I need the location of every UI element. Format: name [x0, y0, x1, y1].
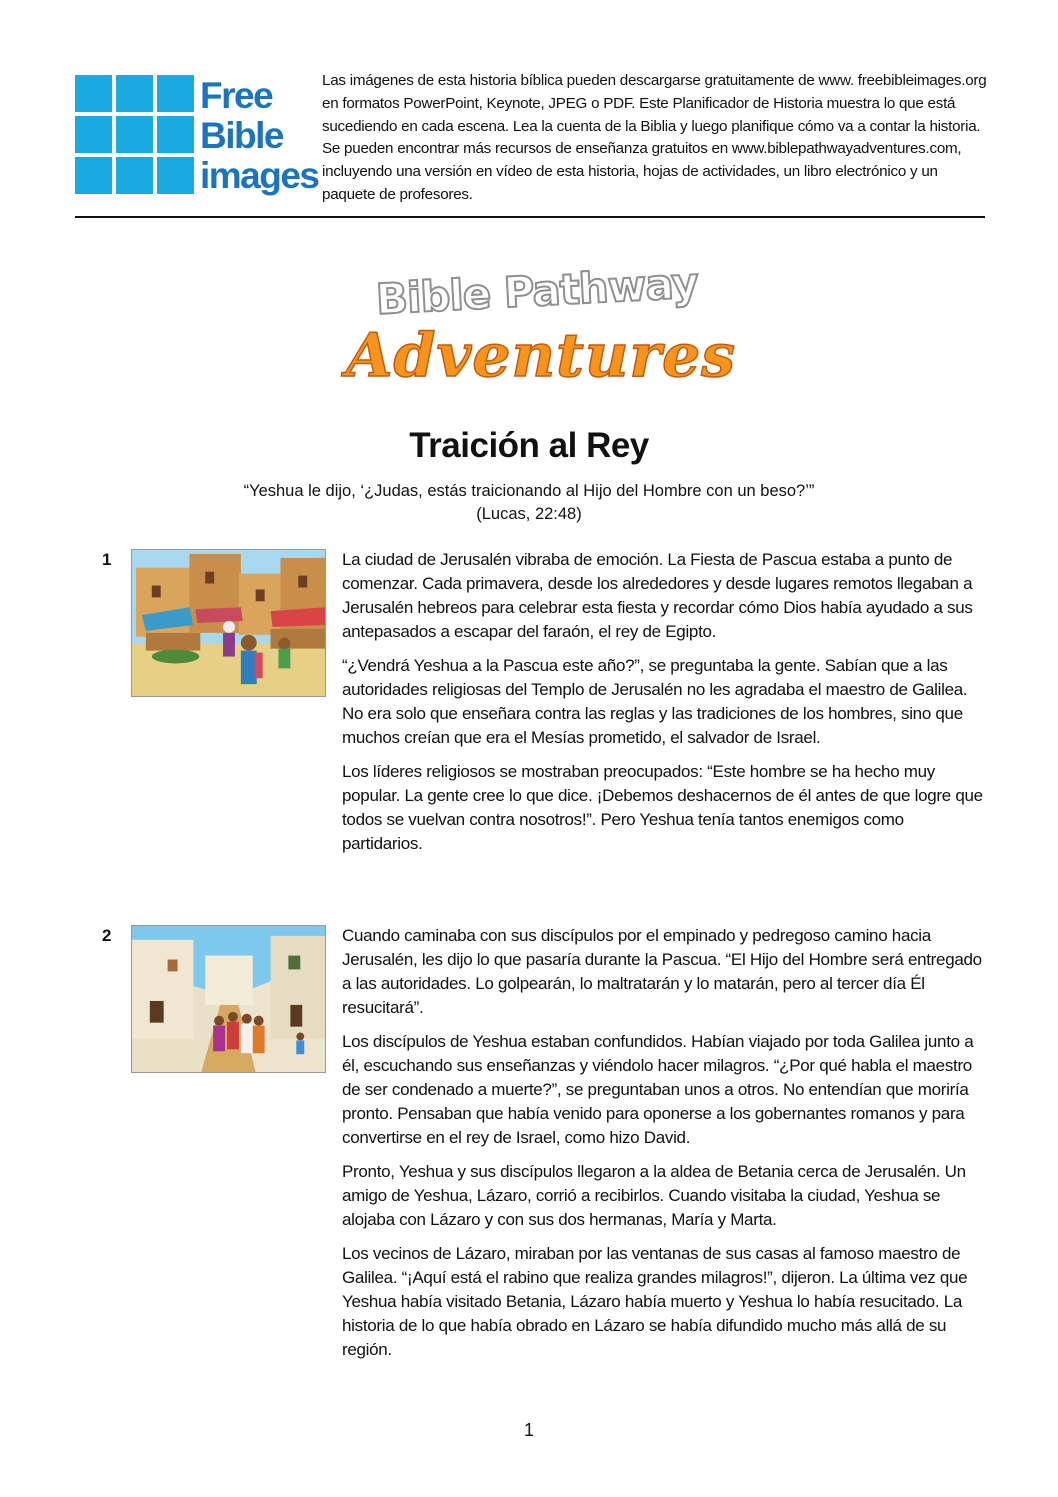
page-number: 1	[523, 1420, 534, 1440]
logo-word-images: images	[200, 155, 319, 196]
scene-paragraph: Pronto, Yeshua y sus discípulos llegaron a la aldea de Betania cerca de Jerusalén. Un amigo de Yeshua, Lázaro, corrió a recibirlos. Cuando visitaba la ciudad, Yeshua se alojaba con Lázaro y con sus dos hermanas, María y Marta.	[342, 1162, 966, 1229]
free-bible-images-logo[interactable]	[75, 75, 319, 196]
street-scene-image	[131, 925, 326, 1073]
logo-line-adventures: Adventures	[346, 321, 737, 391]
logo-square	[157, 75, 194, 112]
scene-1-text	[342, 548, 987, 866]
logo-square	[75, 157, 112, 194]
logo-square	[75, 75, 112, 112]
logo-square	[116, 75, 153, 112]
scene-paragraph: Los discípulos de Yeshua estaban confundidos. Habían viajado por toda Galilea junto a él, escuchando sus enseñanzas y viéndolo hacer milagros. “¿Por qué habla el maestro de ser condenado a muerte?”, se preguntaban unos a otros. No entendían que moriría pronto. Pensaban que había venido para oponerse a los gobernantes romanos y para convertirse en el rey de Israel, como hizo David.	[342, 1032, 974, 1147]
scene-paragraph: La ciudad de Jerusalén vibraba de emoción. La Fiesta de Pascua estaba a punto de comenzar. Cada primavera, desde los alrededores y desde lugares remotos llegaban a Jerusalén hebreos para celebrar esta fiesta y recordar cómo Dios había ayudado a sus antepasados a escapar del faraón, el rey de Egipto.	[342, 550, 973, 641]
logo-square	[157, 116, 194, 153]
header-intro-text: Las imágenes de esta historia bíblica pueden descargarse gratuitamente de www. freebibleimages.org en formatos PowerPoint, Keynote, JPEG o PDF. Este Planificador de Historia muestra lo que está sucediendo en cada escena. Lea la cuenta de la Biblia y luego planifique cómo va a contar la historia. Se pueden encontrar más recursos de enseñanza gratuitos en www.biblepathwayadventures.com, incluyendo una versión en vídeo de esta historia, hojas de actividades, un libro electrónico y un paquete de profesores.	[322, 72, 987, 203]
logo-word-free: Free	[200, 75, 273, 116]
logo-square	[116, 116, 153, 153]
scene-paragraph: “¿Vendrá Yeshua a la Pascua este año?”, se preguntaba la gente. Sabían que a las autoridades religiosas del Templo de Jerusalén no les agradaba el maestro de Galilea. No era solo que enseñara contra las reglas y las tradiciones de los hombres, sino que muchos creían que era el Mesías prometido, el salvador de Israel.	[342, 656, 968, 747]
scripture-quote	[0, 480, 1058, 526]
scene-paragraph: Los vecinos de Lázaro, miraban por las ventanas de sus casas al famoso maestro de Galilea. “¡Aquí está el rabino que realiza grandes milagros!”, dijeron. La última vez que Yeshua había visitado Betania, Lázaro había muerto y Yeshua lo había resucitado. La historia de lo que había obrado en Lázaro se había difundido mucho más allá de su región.	[342, 1244, 968, 1359]
logo-square	[116, 157, 153, 194]
page-header	[75, 70, 985, 218]
scene-number: 2	[102, 926, 112, 945]
quote-reference: (Lucas, 22:48)	[476, 505, 582, 523]
bible-pathway-adventures-logo[interactable]	[340, 258, 737, 400]
logo-line-bible-pathway: Bible Pathway	[374, 258, 700, 324]
scene-paragraph: Los líderes religiosos se mostraban preocupados: “Este hombre se ha hecho muy popular. La gente cree lo que dice. ¡Debemos deshacernos de él antes de que logre que todos se vuelvan contra nosotros!”. Pero Yeshua tenía tantos enemigos como partidarios.	[342, 762, 983, 853]
market-scene-image	[131, 549, 326, 697]
logo-square	[75, 116, 112, 153]
page-title: Traición al Rey	[409, 426, 649, 465]
logo-square	[157, 157, 194, 194]
header-divider	[75, 216, 985, 218]
logo-word-bible: Bible	[200, 115, 283, 156]
quote-text: “Yeshua le dijo, ‘¿Judas, estás traicionando al Hijo del Hombre con un beso?’”	[243, 482, 815, 500]
scene-2-text	[342, 924, 987, 1372]
scene-paragraph: Cuando caminaba con sus discípulos por el empinado y pedregoso camino hacia Jerusalén, les dijo lo que pasaría durante la Pascua. “El Hijo del Hombre será entregado a las autoridades. Lo golpearán, lo maltratarán y lo matarán, pero al tercer día Él resucitará”.	[342, 926, 982, 1017]
scene-number: 1	[102, 550, 112, 569]
